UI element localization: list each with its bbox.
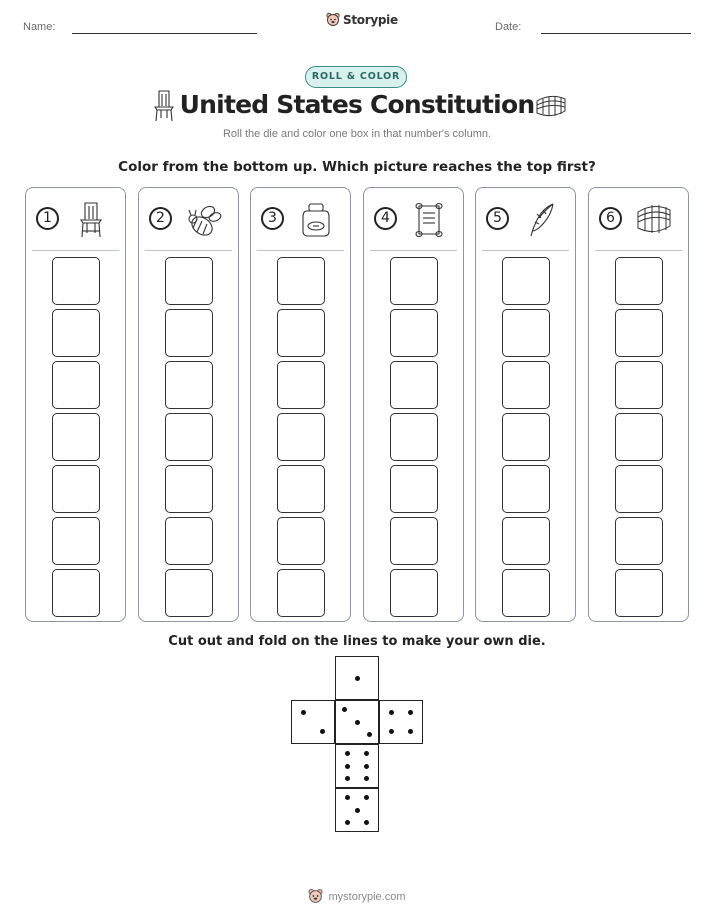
- color-box[interactable]: [615, 517, 663, 565]
- color-box[interactable]: [277, 517, 325, 565]
- color-box[interactable]: [502, 517, 550, 565]
- footer-url: mystorypie.com: [328, 890, 406, 903]
- color-box[interactable]: [390, 569, 438, 617]
- color-box[interactable]: [390, 465, 438, 513]
- color-box[interactable]: [390, 361, 438, 409]
- color-box[interactable]: [52, 257, 100, 305]
- color-box[interactable]: [502, 413, 550, 461]
- color-box[interactable]: [502, 569, 550, 617]
- die-pip: [364, 820, 369, 825]
- die-pip: [367, 732, 372, 737]
- die-pip: [364, 795, 369, 800]
- color-box[interactable]: [165, 361, 213, 409]
- color-box[interactable]: [615, 569, 663, 617]
- column-divider: [32, 250, 119, 251]
- color-box[interactable]: [277, 413, 325, 461]
- color-box[interactable]: [615, 309, 663, 357]
- color-box[interactable]: [502, 309, 550, 357]
- die-pip: [389, 729, 394, 734]
- color-box[interactable]: [277, 569, 325, 617]
- name-line[interactable]: [72, 33, 257, 34]
- color-box[interactable]: [165, 569, 213, 617]
- die-instruction: Cut out and fold on the lines to make your own die.: [168, 634, 546, 649]
- date-line[interactable]: [541, 33, 691, 34]
- quilt-icon: [634, 200, 674, 240]
- activity-badge: ROLL & COLOR: [305, 66, 407, 88]
- die-pip: [364, 776, 369, 781]
- die-pip: [364, 764, 369, 769]
- die-pip: [345, 764, 350, 769]
- column-divider: [370, 250, 457, 251]
- color-box[interactable]: [165, 465, 213, 513]
- column-number: 2: [149, 207, 172, 230]
- color-box[interactable]: [52, 465, 100, 513]
- chair-icon: [71, 200, 111, 240]
- color-box[interactable]: [52, 309, 100, 357]
- die-pip: [408, 710, 413, 715]
- column-divider: [145, 250, 232, 251]
- die-pip: [355, 808, 360, 813]
- color-box[interactable]: [615, 413, 663, 461]
- color-box[interactable]: [390, 257, 438, 305]
- die-pip: [320, 729, 325, 734]
- die-pip: [355, 720, 360, 725]
- die-pip: [355, 676, 360, 681]
- color-box[interactable]: [615, 257, 663, 305]
- footer: [0, 888, 714, 905]
- bear-icon: [308, 888, 323, 905]
- die-pip: [389, 710, 394, 715]
- die-face-1: [335, 656, 379, 700]
- column-number: 3: [261, 207, 284, 230]
- bee-icon: [184, 200, 224, 240]
- color-box[interactable]: [615, 465, 663, 513]
- die-face-6: [335, 744, 379, 788]
- color-box[interactable]: [502, 361, 550, 409]
- die-pip: [408, 729, 413, 734]
- bear-icon: [326, 12, 340, 28]
- color-box[interactable]: [390, 517, 438, 565]
- column-6: [588, 187, 689, 622]
- ink-pot-icon: [296, 200, 336, 240]
- instruction: Color from the bottom up. Which picture reaches the top first?: [118, 159, 596, 175]
- name-label: Name:: [23, 21, 56, 33]
- column-1: [25, 187, 126, 622]
- die-pip: [342, 707, 347, 712]
- column-number: 6: [599, 207, 622, 230]
- color-box[interactable]: [165, 413, 213, 461]
- die-face-3: [335, 700, 379, 744]
- color-box[interactable]: [52, 517, 100, 565]
- color-box[interactable]: [52, 569, 100, 617]
- storypie-logo: [326, 12, 398, 28]
- die-pip: [345, 776, 350, 781]
- color-box[interactable]: [165, 517, 213, 565]
- chair-icon: [150, 89, 178, 123]
- color-box[interactable]: [277, 257, 325, 305]
- column-number: 1: [36, 207, 59, 230]
- die-pip: [364, 751, 369, 756]
- color-box[interactable]: [277, 361, 325, 409]
- color-box[interactable]: [277, 309, 325, 357]
- column-3: [250, 187, 351, 622]
- die-face-4: [379, 700, 423, 744]
- column-2: [138, 187, 239, 622]
- date-label: Date:: [495, 21, 522, 33]
- die-face-2: [291, 700, 335, 744]
- die-pip: [345, 820, 350, 825]
- color-box[interactable]: [277, 465, 325, 513]
- color-box[interactable]: [390, 413, 438, 461]
- page-title: United States Constitution: [179, 90, 535, 119]
- scroll-icon: [409, 200, 449, 240]
- brand-name: Storypie: [343, 13, 398, 27]
- color-box[interactable]: [52, 413, 100, 461]
- column-number: 5: [486, 207, 509, 230]
- color-box[interactable]: [502, 257, 550, 305]
- quilt-icon: [534, 93, 568, 119]
- quill-icon: [521, 200, 561, 240]
- color-box[interactable]: [165, 257, 213, 305]
- die-pip: [345, 751, 350, 756]
- die-face-5: [335, 788, 379, 832]
- color-box[interactable]: [165, 309, 213, 357]
- column-number: 4: [374, 207, 397, 230]
- column-divider: [595, 250, 682, 251]
- column-divider: [257, 250, 344, 251]
- column-5: [475, 187, 576, 622]
- color-box[interactable]: [615, 361, 663, 409]
- column-divider: [482, 250, 569, 251]
- color-box[interactable]: [390, 309, 438, 357]
- subtitle: Roll the die and color one box in that number's column.: [222, 128, 492, 140]
- color-box[interactable]: [52, 361, 100, 409]
- die-pip: [345, 795, 350, 800]
- die-pip: [301, 710, 306, 715]
- color-box[interactable]: [502, 465, 550, 513]
- column-4: [363, 187, 464, 622]
